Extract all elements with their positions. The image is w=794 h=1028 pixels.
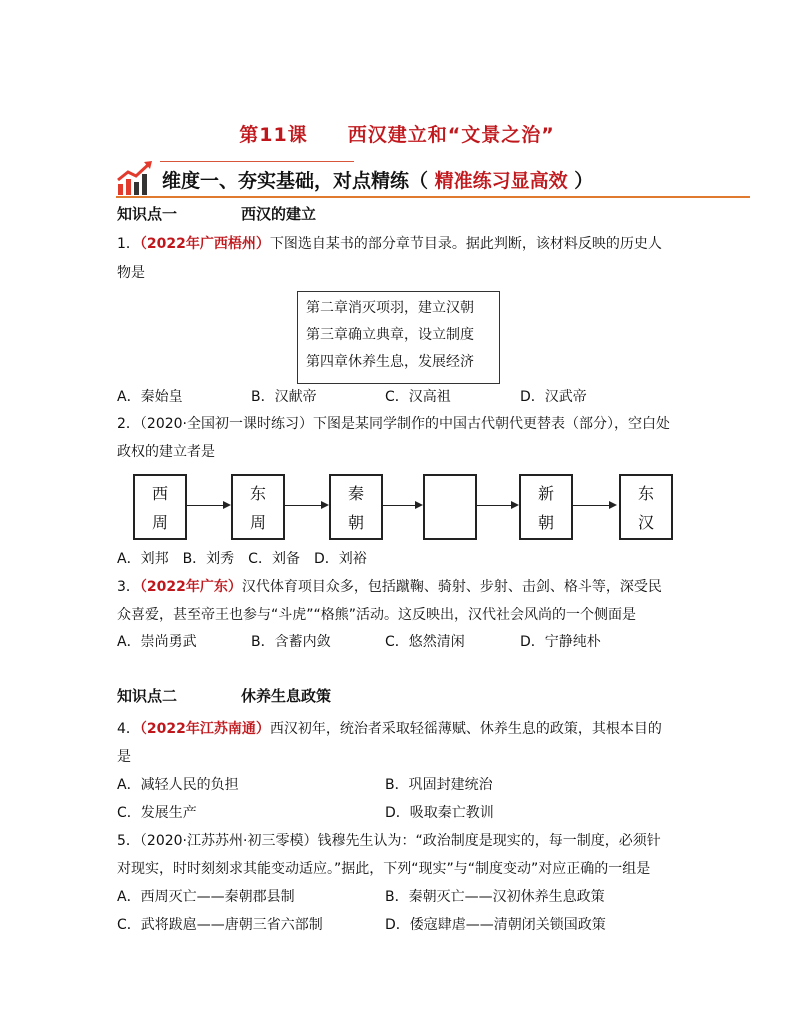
q5-option-b[interactable]: B．秦朝灭亡——汉初休养生息政策 [385, 889, 605, 905]
lesson-number: 第11课 [239, 124, 308, 146]
q4-stem-line2: 是 [117, 749, 131, 765]
dynasty-box: 秦 朝 [329, 474, 383, 540]
kp2-name: 休养生息政策 [241, 687, 332, 705]
kp1-label: 知识点一 [117, 205, 178, 223]
q2-stem-line1 [117, 413, 670, 433]
arrow-icon [285, 505, 327, 506]
q3-source: （2022年广东） [139, 579, 242, 595]
q1-number: 1． [117, 236, 140, 252]
banner-close: ） [567, 170, 594, 192]
q4-option-b[interactable]: B．巩固封建统治 [385, 777, 493, 793]
arrow-icon [477, 505, 517, 506]
chapter-item: 第三章确立典章，设立制度 [306, 327, 474, 343]
q5-stem-line1 [117, 830, 661, 850]
q1-source: （2022年广西梧州） [139, 236, 270, 252]
q3-option-c[interactable]: C．悠然清闲 [385, 634, 465, 650]
dynasty-timeline [133, 474, 673, 538]
q5-option-c[interactable]: C．武将跋扈——唐朝三省六部制 [117, 917, 323, 933]
q4-stem-line1 [117, 718, 662, 738]
arrow-icon [573, 505, 615, 506]
knowledge-point-1 [117, 203, 316, 224]
q2-number: 2． [117, 416, 140, 432]
q4-option-c[interactable]: C．发展生产 [117, 805, 197, 821]
q4-option-a[interactable]: A．减轻人民的负担 [117, 777, 239, 793]
q5-stem-line2: 对现实，时时刻刻求其能变动适应。”据此，下列“现实”与“制度变动”对应正确的一组是 [117, 861, 651, 877]
q2-text1: 下图是某同学制作的中国古代朝代更替表（部分），空白处 [313, 416, 671, 432]
q3-text1: 汉代体育项目众多，包括蹴鞠、骑射、步射、击剑、格斗等，深受民 [241, 579, 662, 595]
dynasty-box: 东 周 [231, 474, 285, 540]
chapter-item: 第二章消灭项羽，建立汉朝 [306, 300, 474, 316]
chapter-item: 第四章休养生息，发展经济 [306, 354, 474, 370]
dynasty-box: 西 周 [133, 474, 187, 540]
q4-text1: 西汉初年，统治者采取轻徭薄赋、休养生息的政策，其根本目的 [269, 721, 662, 737]
lesson-name: 西汉建立和“文景之治” [347, 124, 555, 146]
arrow-icon [383, 505, 421, 506]
chapter-list-box [297, 291, 500, 384]
q2-source: （2020·全国初一课时练习） [139, 416, 314, 432]
q1-stem-line2: 物是 [117, 265, 145, 281]
q1-stem-line1 [117, 233, 662, 253]
kp2-label: 知识点二 [117, 687, 178, 705]
dynasty-box: 新 朝 [519, 474, 573, 540]
q5-option-d[interactable]: D．倭寇肆虐——清朝闭关锁国政策 [385, 917, 606, 933]
growth-chart-icon [116, 160, 154, 196]
knowledge-point-2 [117, 685, 331, 706]
q4-source: （2022年江苏南通） [139, 721, 270, 737]
q1-text1: 下图选自某书的部分章节目录。据此判断，该材料反映的历史人 [269, 236, 662, 252]
q1-option-d[interactable]: D．汉武帝 [520, 389, 587, 405]
lesson-title [0, 120, 794, 147]
q1-option-b[interactable]: B．汉献帝 [251, 389, 317, 405]
q4-number: 4． [117, 721, 140, 737]
q3-number: 3． [117, 579, 140, 595]
banner-top-line [160, 161, 354, 162]
q5-source: （2020·江苏苏州·初三零模） [139, 833, 318, 849]
section-banner [116, 160, 750, 198]
q5-option-a[interactable]: A．西周灭亡——秦朝郡县制 [117, 889, 295, 905]
banner-main: 维度一、夯实基础，对点精练（ [162, 170, 435, 192]
arrow-icon [187, 505, 229, 506]
q1-option-a[interactable]: A．秦始皇 [117, 389, 183, 405]
banner-rule [116, 196, 750, 198]
q1-option-c[interactable]: C．汉高祖 [385, 389, 451, 405]
dynasty-box: 东 汉 [619, 474, 673, 540]
q3-option-d[interactable]: D．宁静纯朴 [520, 634, 601, 650]
q3-stem-line1 [117, 576, 662, 596]
q5-number: 5． [117, 833, 140, 849]
q3-stem-line2: 众喜爱，甚至帝王也参与“斗虎”“格熊”活动。这反映出，汉代社会风尚的一个侧面是 [117, 607, 637, 623]
banner-heading [162, 166, 593, 193]
q5-text1: 钱穆先生认为：“政治制度是现实的，每一制度，必须针 [317, 833, 661, 849]
q2-stem-line2: 政权的建立者是 [117, 444, 215, 460]
blank-dynasty-box [423, 474, 477, 540]
q3-option-b[interactable]: B．含蓄内敛 [251, 634, 331, 650]
q2-options[interactable]: A．刘邦 B．刘秀 C．刘备 D．刘裕 [117, 551, 367, 567]
q4-option-d[interactable]: D．吸取秦亡教训 [385, 805, 494, 821]
kp1-name: 西汉的建立 [241, 205, 317, 223]
banner-highlight: 精准练习显高效 [434, 170, 568, 192]
q3-option-a[interactable]: A．崇尚勇武 [117, 634, 197, 650]
